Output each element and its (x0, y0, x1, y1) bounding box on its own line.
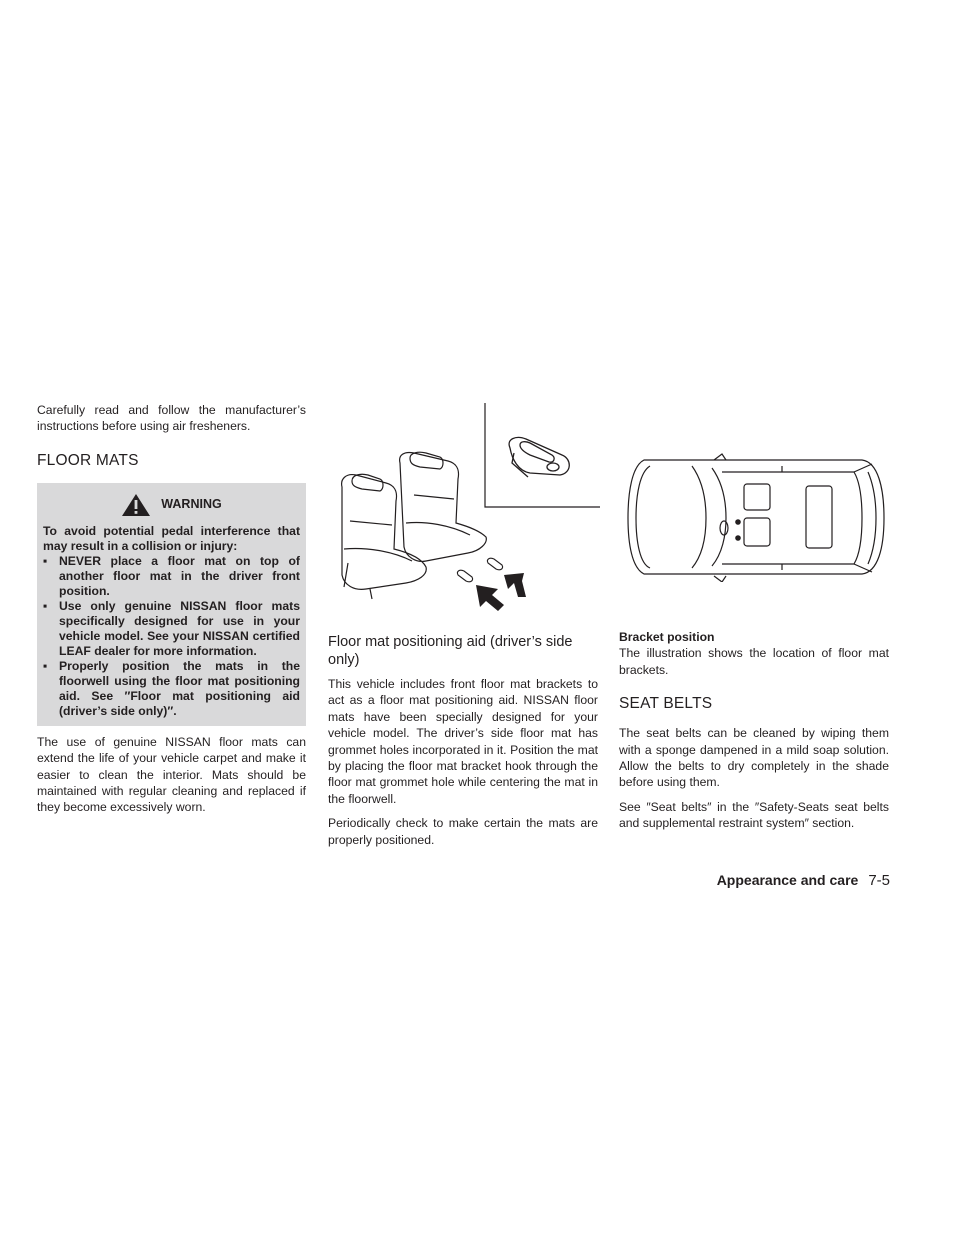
warning-list (43, 554, 300, 719)
warning-header (43, 493, 300, 517)
page-number: 7-5 (868, 872, 890, 889)
warning-item: ▪ Use only genuine NISSAN floor mats specifically designed for use in your vehicle model. See your NISSAN certified LEAF dealer for more information. (43, 598, 300, 658)
floor-bracket-icon (457, 558, 502, 582)
floor-mats-body: The use of genuine NISSAN floor mats can extend the life of your vehicle carpet and make it easier to clean the interior. Mats should be maintained with regular cleaning and replaced if they become excessively worn. (37, 734, 306, 815)
warning-intro: To avoid potential pedal interference that may result in a collision or injury: (43, 523, 300, 553)
warning-title: WARNING (161, 497, 222, 512)
vehicle-top-view-illustration (622, 452, 890, 582)
bracket-detail-icon (509, 437, 569, 477)
bracket-marker-icon (735, 535, 741, 541)
column-middle (328, 633, 598, 848)
section-title: Appearance and care (716, 872, 859, 888)
page-footer (717, 872, 890, 889)
column-right (619, 629, 889, 832)
warning-triangle-icon (121, 493, 151, 517)
floor-mats-heading: FLOOR MATS (37, 451, 139, 469)
warning-item: ▪ NEVER place a floor mat on top of another floor mat in the driver front position. (43, 553, 300, 598)
warning-box (37, 483, 306, 726)
front-seats-icon (342, 452, 487, 599)
figure-caption: Bracket position (619, 630, 715, 644)
seat-belts-body: The seat belts can be cleaned by wiping them with a sponge dampened in a mild soap solution. Allow the belts to dry completely in the shade before using them. (619, 726, 889, 790)
seat-belts-reference: See ″Seat belts″ in the ″Safety-Seats seat belts and supplemental restraint system″ section. (619, 799, 889, 831)
warning-item: ▪ Properly position the mats in the floorwell using the floor mat positioning aid. See ″Floor mat positioning aid (driver’s side only)″. (43, 658, 300, 718)
air-freshener-note: Carefully read and follow the manufacturer’s instructions before using air fresheners. (37, 403, 306, 434)
positioning-aid-check: Periodically check to make certain the mats are properly positioned. (328, 816, 598, 847)
seat-bracket-illustration (330, 403, 600, 613)
arrow-icon (476, 573, 526, 611)
bracket-marker-icon (735, 519, 741, 525)
seat-belts-heading: SEAT BELTS (619, 695, 713, 713)
positioning-aid-body: This vehicle includes front floor mat brackets to act as a floor mat positioning aid. NISSAN floor mats have been specially designed for your vehicle model. The driver’s side floor mat has grommet holes incorporated in it. Position the mat by placing the floor mat bracket hook through the floor mat grommet hole while centering the mat in the floorwell. (328, 677, 598, 806)
positioning-aid-heading: Floor mat positioning aid (driver’s side only) (328, 634, 573, 668)
column-left (37, 402, 306, 816)
caption-text: The illustration shows the location of floor mat brackets. (619, 646, 889, 677)
